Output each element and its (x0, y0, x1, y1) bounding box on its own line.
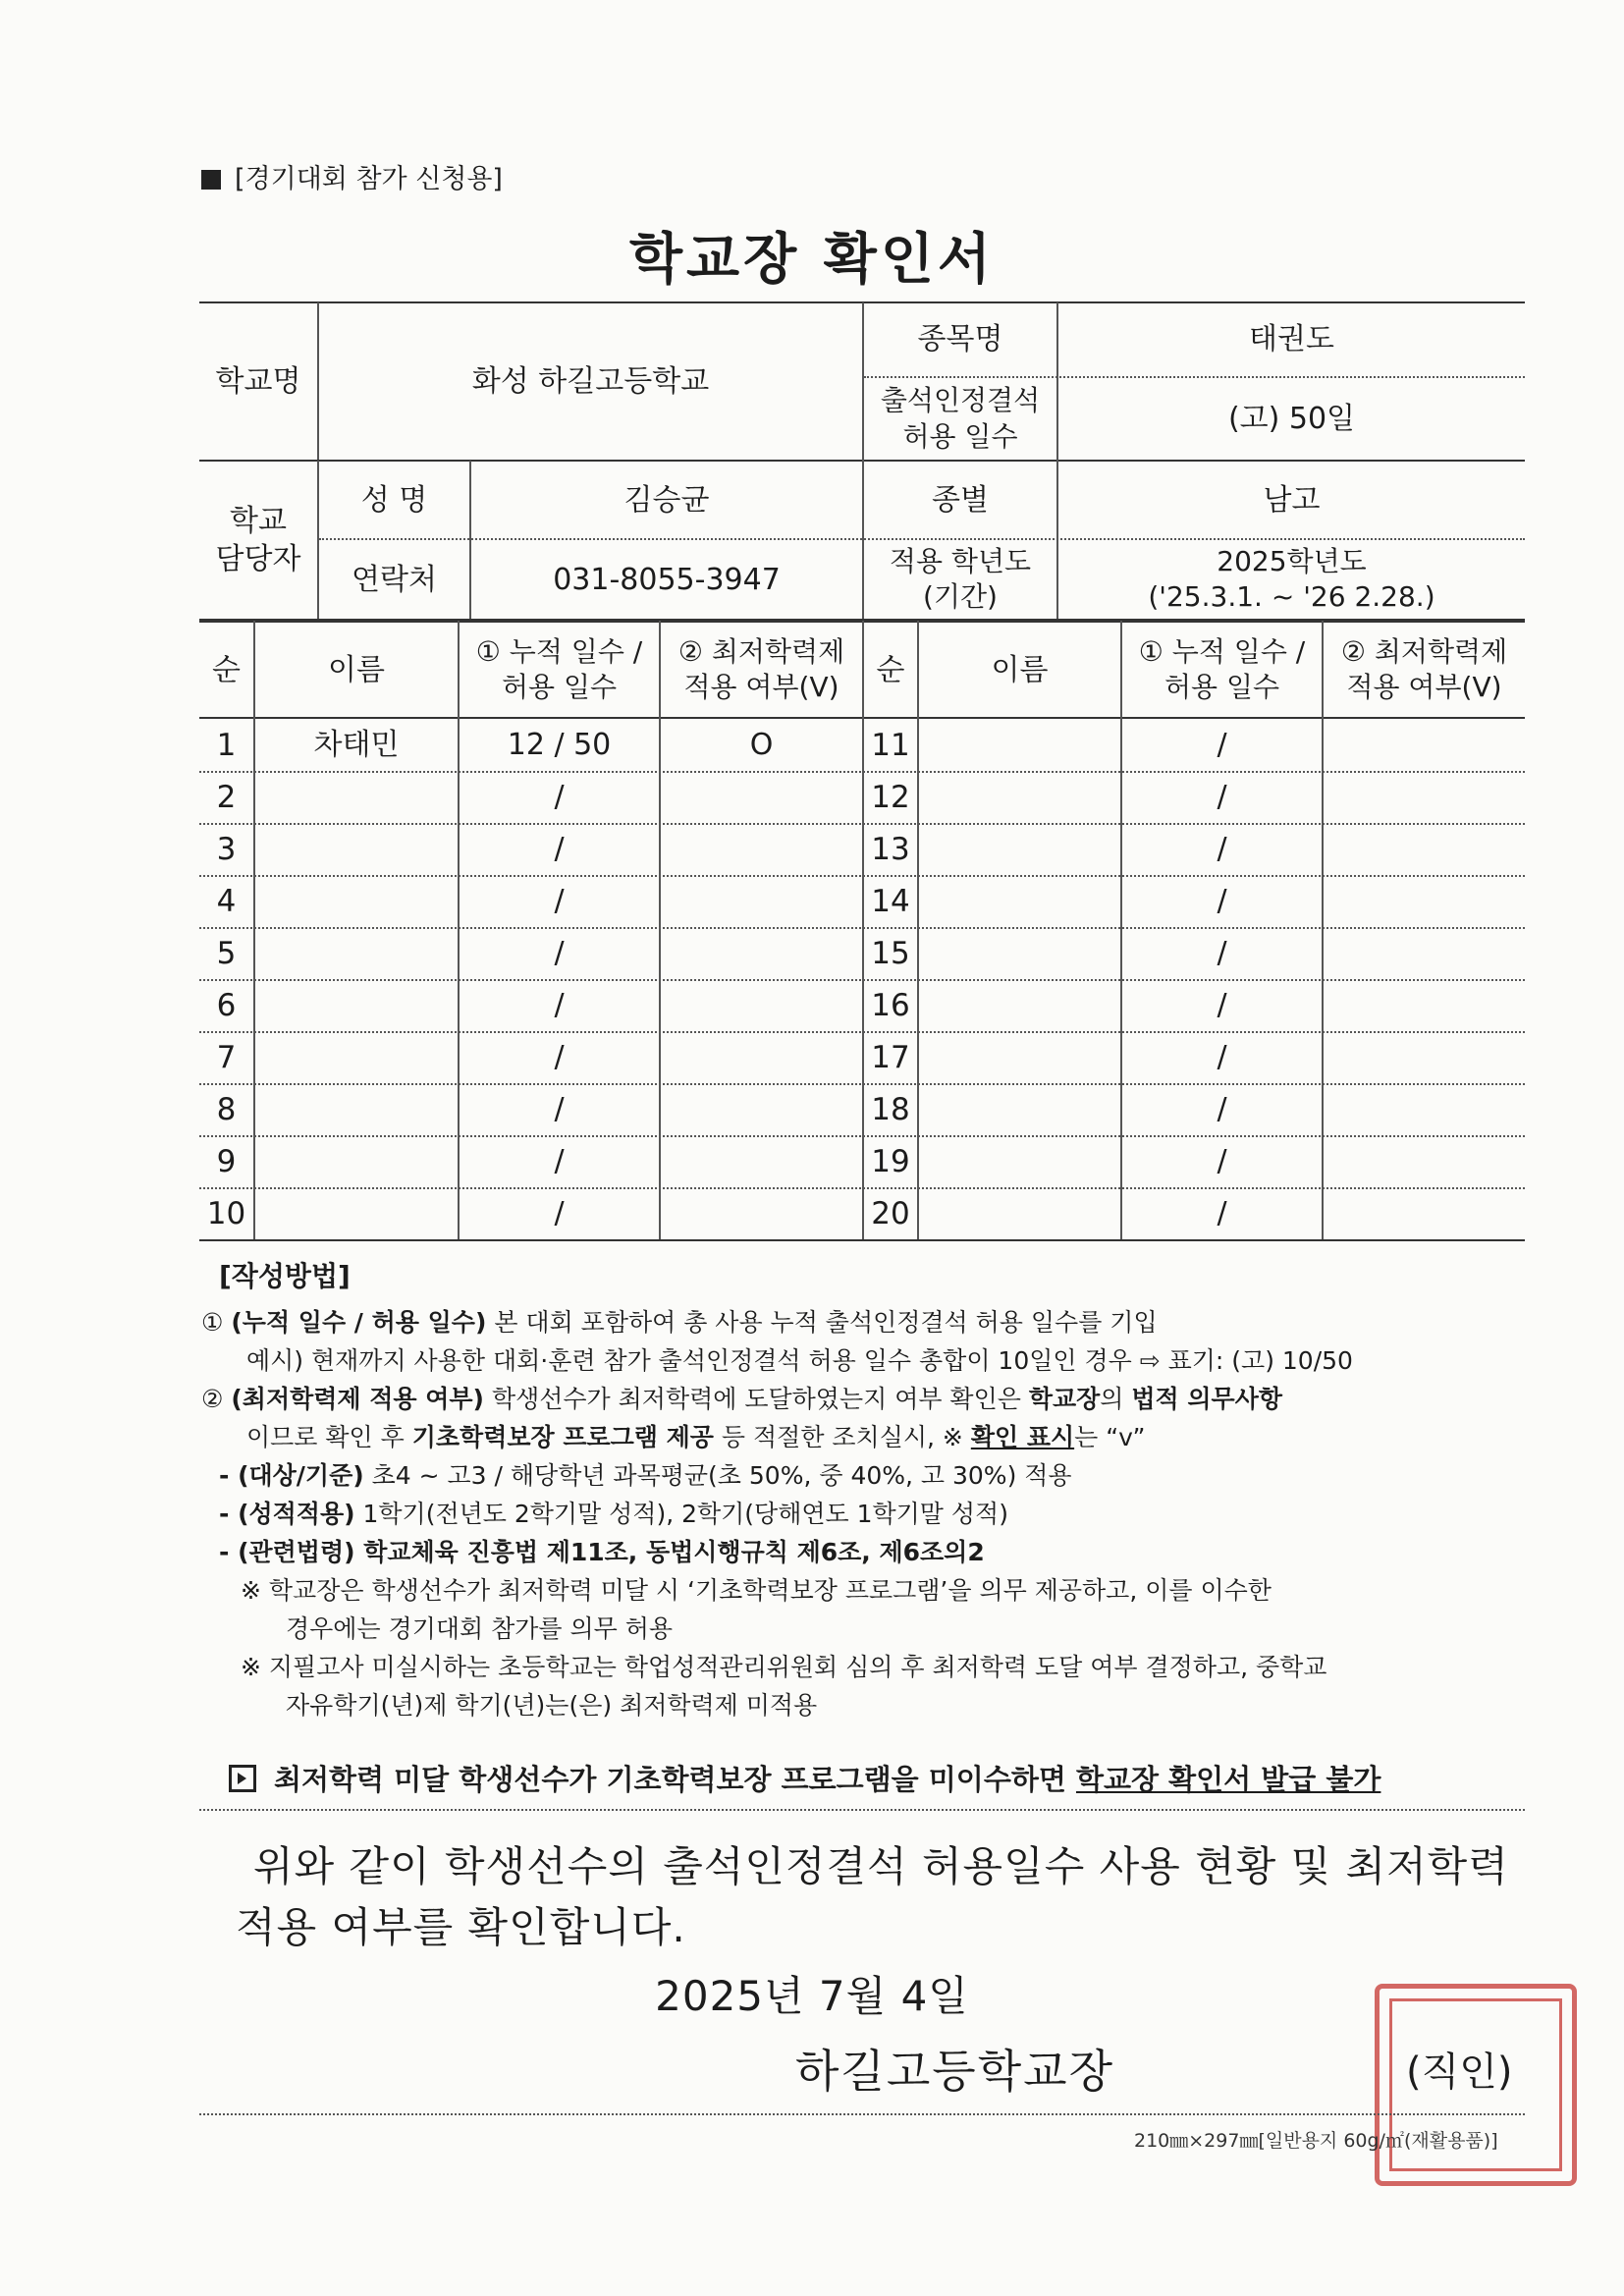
row-no: 9 (216, 1143, 237, 1179)
arrow-box-icon (229, 1765, 256, 1792)
col-header-name: 이름 (328, 652, 385, 687)
row-name (255, 1187, 458, 1239)
note-2-bold: 법적 의무사항 (1131, 1385, 1283, 1413)
row-applied (1324, 1187, 1525, 1239)
form-tag (201, 157, 503, 195)
note-2-text: 학생선수가 최저학력에 도달하였는지 여부 확인은 (484, 1385, 1029, 1413)
circled-two: ② (201, 1385, 224, 1413)
row-applied (1324, 1083, 1525, 1135)
seal-label: (직인) (1406, 2050, 1513, 2095)
row-no: 11 (871, 727, 910, 763)
row-days: / (554, 988, 565, 1022)
col-header-applied: ② 최저학력제 적용 여부(V) (1340, 634, 1508, 703)
row-name (919, 927, 1120, 979)
note-1-bold: (누적 일수 / 허용 일수) (231, 1308, 487, 1337)
type-label: 종별 (932, 482, 989, 518)
detail-bold: - (대상/기준) (219, 1461, 364, 1490)
row-applied (661, 927, 862, 979)
row-no: 5 (216, 935, 237, 971)
row-applied: O (749, 728, 774, 762)
row-days: / (1217, 884, 1227, 918)
col-header-name: 이름 (991, 652, 1049, 687)
name-value: 김승균 (623, 482, 710, 518)
row-applied (1324, 771, 1525, 823)
note-2 (201, 1380, 1527, 1418)
contact-value: 031-8055-3947 (553, 562, 781, 597)
row-applied (1324, 823, 1525, 875)
row-days: 12 / 50 (507, 728, 612, 762)
final-notice-text: 최저학력 미달 학생선수가 기초학력보장 프로그램을 미이수하면 (274, 1763, 1076, 1796)
table-bottom-rule (199, 1239, 1525, 1241)
col-header-no: 순 (212, 652, 241, 687)
row-applied (1324, 1135, 1525, 1187)
row-name: 차태민 (313, 728, 400, 762)
row-no: 6 (216, 987, 237, 1023)
note-2-underlined: 확인 표시 (970, 1423, 1075, 1451)
instructions-heading: [작성방법] (219, 1260, 351, 1292)
row-applied (1324, 979, 1525, 1031)
row-applied (1324, 927, 1525, 979)
note-2-bold: 학교장 (1028, 1385, 1101, 1413)
row-name (255, 979, 458, 1031)
row-name (919, 1187, 1120, 1239)
row-name (919, 771, 1120, 823)
row-no: 3 (216, 831, 237, 867)
row-no: 15 (871, 935, 910, 971)
row-applied (1324, 1031, 1525, 1083)
row-name (919, 1135, 1120, 1187)
row-no: 2 (216, 779, 237, 815)
row-no: 12 (871, 779, 910, 815)
footer-rule (199, 2113, 1525, 2115)
square-bullet-icon (201, 170, 221, 190)
row-name (255, 823, 458, 875)
page-title: 학교장 확인서 (628, 228, 996, 292)
detail-text: 1학기(전년도 2학기말 성적), 2학기(당해연도 1학기말 성적) (354, 1500, 1008, 1528)
form-tag-text: [경기대회 참가 신청용] (235, 164, 503, 194)
name-label: 성 명 (360, 482, 428, 518)
row-applied (661, 1187, 862, 1239)
row-days: / (554, 832, 565, 866)
detail-law: - (관련법령) 학교체육 진흥법 제11조, 동법시행규칙 제6조, 제6조의2 (219, 1538, 985, 1566)
remark-1: ※ 학교장은 학생선수가 최저학력 미달 시 ‘기초학력보장 프로그램’을 의무 제공하고, 이를 이수한 (241, 1576, 1272, 1605)
note-2-text: 의 (1100, 1385, 1132, 1413)
row-applied (1324, 875, 1525, 927)
sport-label: 종목명 (917, 322, 1003, 356)
row-applied (1324, 719, 1525, 771)
school-value: 화성 하길고등학교 (471, 363, 710, 399)
confirmation-statement (236, 1836, 1512, 1958)
row-days: / (554, 1196, 565, 1230)
note-1-example: 예시) 현재까지 사용한 대회·훈련 참가 출석인정결석 허용 일수 총합이 10일인 경우 ⇨ 표기: (고) 10/50 (246, 1346, 1353, 1375)
col-header-no: 순 (876, 652, 905, 687)
row-name (919, 1083, 1120, 1135)
row-days: / (1217, 728, 1227, 762)
remark-1-cont: 경우에는 경기대회 참가를 의무 허용 (286, 1614, 674, 1643)
instructions (201, 1257, 1527, 1724)
row-days: / (1217, 936, 1227, 970)
year-value: 2025학년도 ('25.3.1. ~ '26 2.28.) (1148, 544, 1435, 613)
row-days: / (1217, 1144, 1227, 1178)
row-name (255, 875, 458, 927)
row-no: 13 (871, 831, 910, 867)
row-name (255, 1031, 458, 1083)
row-no: 7 (216, 1039, 237, 1075)
row-no: 17 (871, 1039, 910, 1075)
row-no: 8 (216, 1091, 237, 1127)
row-name (255, 927, 458, 979)
remark-2-cont: 자유학기(년)제 학기(년)는(은) 최저학력제 미적용 (286, 1691, 818, 1720)
row-applied (661, 823, 862, 875)
note-2-line2 (201, 1418, 1527, 1456)
detail-target (201, 1456, 1527, 1495)
note-2-text: 는 “v” (1074, 1423, 1146, 1451)
manager-label: 학교 담당자 (215, 504, 301, 576)
row-applied (661, 1031, 862, 1083)
row-no: 10 (206, 1195, 246, 1231)
note-1-text: 본 대회 포함하여 총 사용 누적 출석인정결석 허용 일수를 기입 (486, 1308, 1158, 1337)
col-header-days: ① 누적 일수 / 허용 일수 (1138, 634, 1306, 703)
row-no: 16 (871, 987, 910, 1023)
row-days: / (1217, 988, 1227, 1022)
year-label: 적용 학년도 (기간) (889, 544, 1032, 613)
row-name (255, 1083, 458, 1135)
detail-bold: - (성적적용) (219, 1500, 355, 1528)
row-applied (661, 875, 862, 927)
row-name (919, 1031, 1120, 1083)
col-header-days: ① 누적 일수 / 허용 일수 (475, 634, 643, 703)
note-2-text: 이므로 확인 후 (246, 1423, 412, 1451)
type-value: 남고 (1263, 482, 1321, 518)
row-days: / (554, 1040, 565, 1074)
row-name (919, 979, 1120, 1031)
row-no: 19 (871, 1143, 910, 1179)
row-days: / (1217, 832, 1227, 866)
circled-one: ① (201, 1308, 224, 1337)
row-no: 20 (871, 1195, 910, 1231)
final-notice (201, 1758, 1380, 1798)
row-days: / (554, 780, 565, 814)
row-name (919, 875, 1120, 927)
principal-name: 하길고등학교장 (795, 2045, 1115, 2098)
detail-grades (201, 1495, 1527, 1533)
absence-value: (고) 50일 (1227, 402, 1356, 436)
notes-bottom-rule (199, 1809, 1525, 1811)
row-days: / (554, 1092, 565, 1126)
row-no: 1 (216, 727, 237, 763)
row-days: / (554, 936, 565, 970)
row-no: 4 (216, 883, 237, 919)
note-2-bold: (최저학력제 적용 여부) (231, 1385, 484, 1413)
confirmation-line-1: 위와 같이 학생선수의 출석인정결석 허용일수 사용 현황 및 최저학력 (253, 1842, 1509, 1890)
final-notice-underlined: 학교장 확인서 발급 불가 (1075, 1763, 1381, 1796)
confirmation-line-2: 적용 여부를 확인합니다. (236, 1903, 686, 1951)
remark-2: ※ 지필고사 미실시하는 초등학교는 학업성적관리위원회 심의 후 최저학력 도달 여부 결정하고, 중학교 (241, 1653, 1327, 1681)
row-no: 18 (871, 1091, 910, 1127)
row-no: 14 (871, 883, 910, 919)
absence-label: 출석인정결석 허용 일수 (880, 384, 1041, 453)
sport-value: 태권도 (1249, 322, 1334, 356)
row-applied (661, 771, 862, 823)
note-2-bold: 기초학력보장 프로그램 제공 (411, 1423, 714, 1451)
row-applied (661, 1135, 862, 1187)
school-label: 학교명 (215, 363, 301, 399)
detail-text: 초4 ~ 고3 / 해당학년 과목평균(초 50%, 중 40%, 고 30%) 적용 (363, 1461, 1072, 1490)
row-days: / (1217, 1092, 1227, 1126)
col-header-applied: ② 최저학력제 적용 여부(V) (677, 634, 845, 703)
row-days: / (554, 1144, 565, 1178)
row-applied (661, 979, 862, 1031)
row-name (919, 823, 1120, 875)
row-name (255, 771, 458, 823)
row-days: / (1217, 1196, 1227, 1230)
row-name (919, 719, 1120, 771)
paper-size-note: 210㎜×297㎜[일반용지 60g/㎡(재활용품)] (1134, 2130, 1498, 2152)
row-name (255, 1135, 458, 1187)
note-1 (201, 1303, 1527, 1341)
row-applied (661, 1083, 862, 1135)
row-days: / (1217, 780, 1227, 814)
issue-date: 2025년 7월 4일 (655, 1972, 969, 2020)
row-days: / (554, 884, 565, 918)
contact-label: 연락처 (352, 562, 437, 597)
row-days: / (1217, 1040, 1227, 1074)
note-2-text: 등 적절한 조치실시, ※ (713, 1423, 971, 1451)
